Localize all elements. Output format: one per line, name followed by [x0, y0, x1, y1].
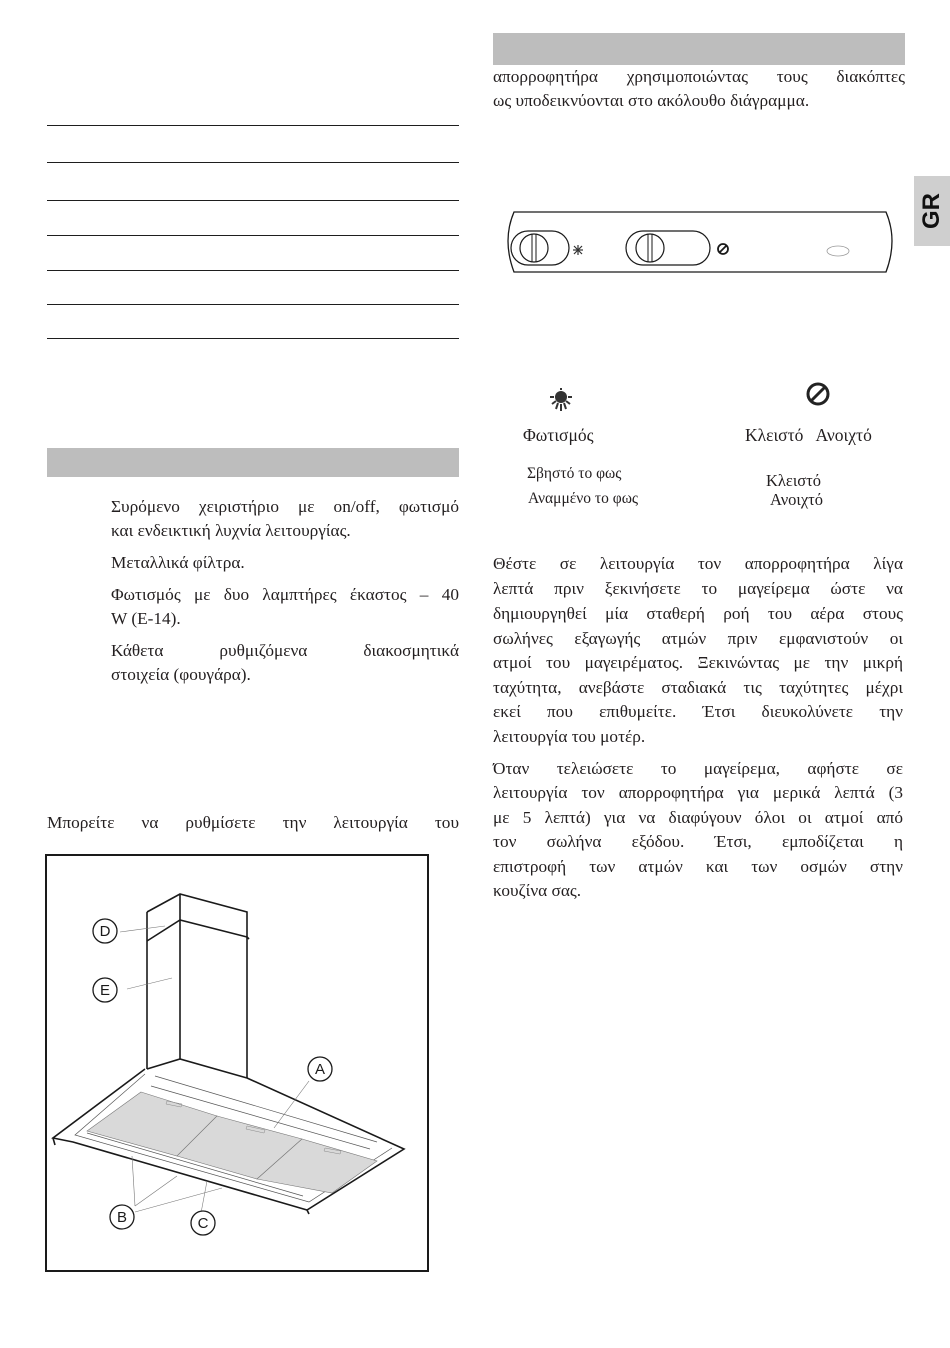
callout-a: A: [314, 1061, 326, 1078]
continuation-line: ως υποδεικνύονται στο ακόλουθο διάγραμμα.: [493, 91, 810, 110]
indicator-lamp: [827, 246, 849, 256]
range-hood-figure: [45, 854, 429, 1272]
feature-item-line: Κάθετα ρυθμιζόμενα διακοσμητικά: [111, 641, 459, 660]
range-hood-diagram: [47, 856, 427, 1270]
motor-slider[interactable]: [626, 231, 710, 265]
paragraph-line: εκεί που επιθυμείτε. Έτσι διευκολύνετε την: [493, 702, 903, 721]
continuation-line: απορροφητήρα χρησιμοποιώντας τους διακόπτες: [493, 67, 905, 86]
legend-motor-on: Ανοιχτό: [770, 490, 824, 509]
feature-item-line: στοιχεία (φουγάρα).: [111, 665, 251, 684]
light-bulb-icon: [546, 386, 576, 414]
paragraph-line: κουζίνα σας.: [493, 881, 582, 900]
paragraph-line: λειτουργία τον απορροφητήρα για μερικά λεπτά (3: [493, 783, 903, 802]
table-rule: [47, 162, 459, 163]
paragraph-line: επιστροφή των ατμών και των οσμών στην: [493, 857, 903, 876]
feature-item-line: Φωτισμός με δυο λαμπτήρες έκαστος – 40: [111, 585, 459, 604]
table-rule: [47, 200, 459, 201]
paragraph-line: σωλήνες εξαγωγής ατμών πριν εμφανιστούν οι: [493, 629, 903, 648]
callout-e: E: [99, 982, 111, 999]
table-rule: [47, 235, 459, 236]
legend-motor-title: Κλειστό Ανοιχτό: [745, 425, 872, 445]
language-tab-label: GR: [918, 193, 945, 229]
section-header-bar-features: [47, 448, 459, 477]
legend-motor-off: Κλειστό: [766, 471, 822, 490]
paragraph-line: ατμοί του μαγειρέματος. Ξεκινώντας με την μικρή: [493, 653, 903, 672]
feature-item-line: και ενδεικτική λυχνία λειτουργίας.: [111, 521, 351, 540]
light-slider[interactable]: [511, 231, 569, 265]
legend-light-title: Φωτισμός: [523, 425, 594, 445]
paragraph-line: τον σωλήνα εξόδου. Έτσι, εμποδίζεται η: [493, 832, 903, 851]
callout-b: B: [116, 1209, 128, 1226]
section-header-bar-controls: [493, 33, 905, 65]
paragraph-line: Θέστε σε λειτουργία τον απορροφητήρα λίγα: [493, 554, 903, 573]
paragraph-line: δημιουργηθεί μία σταθερή ροή του αέρα στους: [493, 604, 903, 623]
legend-light-off: Σβηστό το φως: [527, 465, 622, 482]
light-bulb-icon: [573, 245, 583, 255]
callout-c: C: [197, 1215, 209, 1232]
off-circle-slash-icon: [804, 381, 832, 409]
paragraph-line: με 5 λεπτά) για να διαφύγουν όλοι οι ατμοί από: [493, 808, 903, 827]
feature-item-line: W (E-14).: [111, 609, 181, 628]
table-rule: [47, 125, 459, 126]
feature-item-line: Συρόμενο χειριστήριο με on/off, φωτισμό: [111, 497, 459, 516]
callout-d: D: [99, 923, 111, 940]
controls-intro-text: Μπορείτε να ρυθμίσετε την λειτουργία του: [47, 813, 459, 832]
table-rule: [47, 304, 459, 305]
paragraph-line: ταχύτητα, ανεβάστε σταδιακά τις ταχύτητες μέχρι: [493, 678, 903, 697]
paragraph-line: Όταν τελειώσετε το μαγείρεμα, αφήστε σε: [493, 759, 903, 778]
paragraph-line: λεπτά πριν ξεκινήσετε το μαγείρεμα ώστε να: [493, 579, 903, 598]
table-rule: [47, 270, 459, 271]
control-panel-diagram: [502, 210, 910, 276]
table-rule: [47, 338, 459, 339]
paragraph-line: λειτουργία του μοτέρ.: [493, 727, 646, 746]
feature-item-line: Μεταλλικά φίλτρα.: [111, 553, 245, 572]
legend-light-on: Αναμμένο το φως: [528, 490, 639, 507]
